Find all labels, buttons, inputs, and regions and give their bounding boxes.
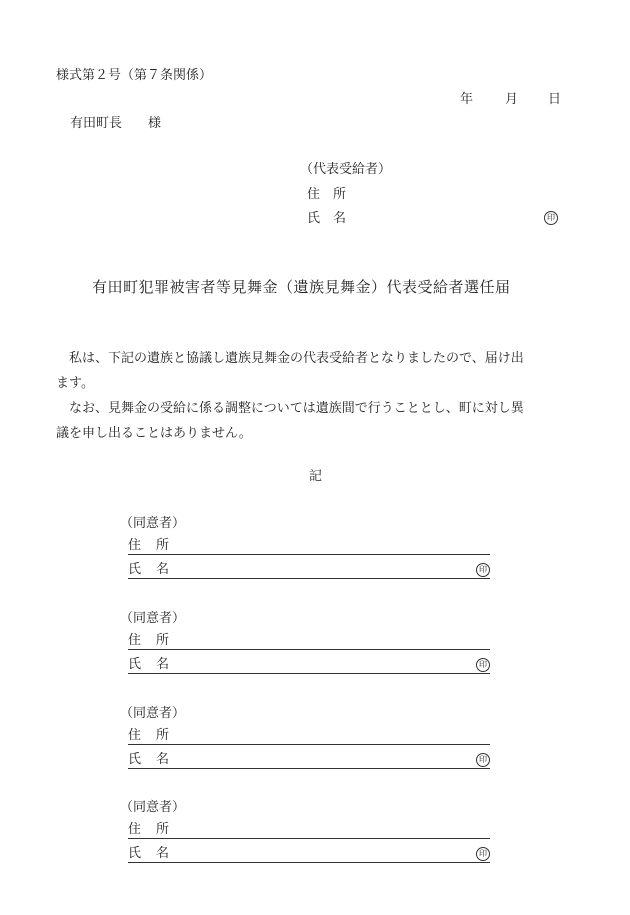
consenter-name-field[interactable] (128, 846, 490, 863)
consenter-name-label: 氏 名 (128, 752, 171, 767)
body-paragraph-1-line-1: 私は、下記の遺族と協議し遺族見舞金の代表受給者となりましたので、届け出 (56, 351, 524, 366)
seal-mark: 印 (476, 563, 490, 577)
consenter-name-label: 氏 名 (128, 846, 171, 861)
body-paragraph-1-line-2: ます。 (56, 376, 94, 391)
consenter-heading: （同意者） (120, 611, 186, 626)
consenter-name-label: 氏 名 (128, 657, 171, 672)
date-month: 月 (505, 92, 519, 107)
form-id: 様式第２号（第７条関係） (56, 68, 213, 83)
seal-mark: 印 (544, 211, 558, 225)
consenter-address-field[interactable] (128, 538, 490, 555)
consenter-heading: （同意者） (120, 800, 186, 815)
consenter-address-label: 住 所 (128, 538, 171, 553)
representative-heading: （代表受給者） (300, 162, 392, 177)
consenter-name-field[interactable] (128, 562, 490, 579)
consenter-address-label: 住 所 (128, 822, 171, 837)
consenter-heading: （同意者） (120, 706, 186, 721)
body-paragraph-2-line-1: なお、見舞金の受給に係る調整については遺族間で行うこととし、町に対し異 (56, 401, 524, 416)
body-paragraph-2-line-2: 議を申し出ることはありません。 (56, 426, 252, 441)
consenter-name-label: 氏 名 (128, 562, 171, 577)
representative-name-label: 氏 名 (307, 211, 347, 226)
representative-address-label: 住 所 (307, 187, 347, 202)
date-year: 年 (460, 92, 474, 107)
consenter-address-label: 住 所 (128, 728, 171, 743)
body-paragraph-1 (56, 346, 586, 396)
addressee: 有田町長 様 (70, 116, 162, 131)
ki-heading: 記 (309, 469, 323, 484)
seal-mark: 印 (476, 658, 490, 672)
consenter-address-field[interactable] (128, 633, 490, 650)
seal-mark: 印 (476, 847, 490, 861)
seal-mark: 印 (476, 753, 490, 767)
consenter-address-field[interactable] (128, 822, 490, 839)
body-paragraph-2 (56, 396, 586, 446)
consenter-name-field[interactable] (128, 752, 490, 769)
representative-seal (544, 210, 558, 225)
consenter-address-field[interactable] (128, 728, 490, 745)
document-title: 有田町犯罪被害者等見舞金（遺族見舞金）代表受給者選任届 (92, 278, 511, 296)
consenter-address-label: 住 所 (128, 633, 171, 648)
consenter-name-field[interactable] (128, 657, 490, 674)
date-day: 日 (548, 92, 562, 107)
consenter-heading: （同意者） (120, 516, 186, 531)
